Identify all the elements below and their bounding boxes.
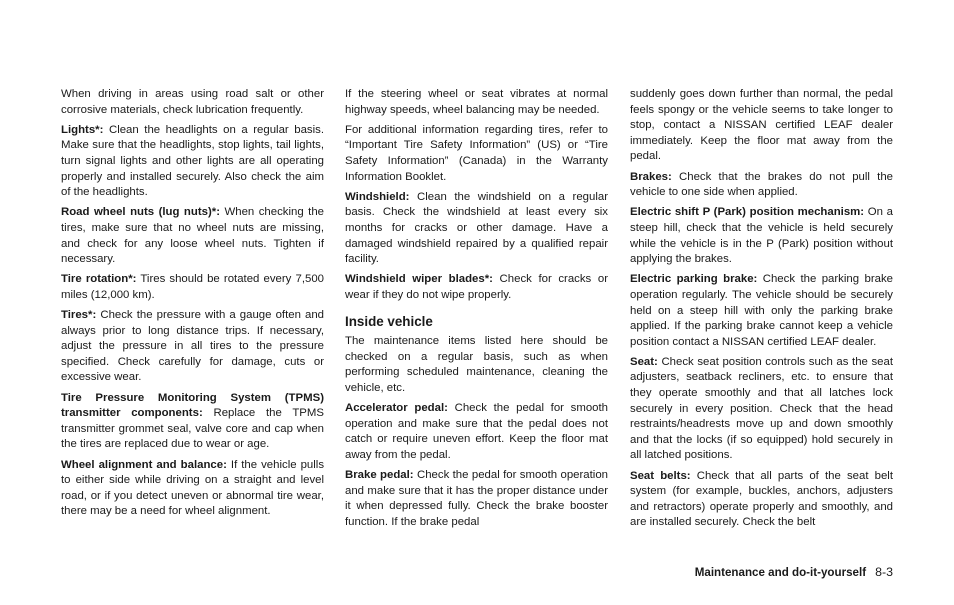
item-label-tpms: Tire Pressure Monitoring System (TPMS) transmitter components: (61, 391, 324, 420)
item-label-tire-rotation: Tire rotation*: (61, 273, 137, 286)
paragraph-windshield (345, 190, 608, 268)
paragraph-text: Check seat position controls such as the seat adjusters, seatback recliners, etc. to ensure that they operate smoothly and that all latches lock securely in every position. Check that the head restraints/headrests move up and down smoothly and that the locks (if so equipped) hold securely in all latched positions. (630, 355, 893, 462)
item-label-electric-parking-brake: Electric parking brake: (630, 273, 758, 286)
paragraph-tire-info-reference (345, 123, 608, 185)
item-label-electric-shift-park: Electric shift P (Park) position mechanism: (630, 206, 865, 219)
paragraph-text: If the steering wheel or seat vibrates at normal highway speeds, wheel balancing may be needed. (345, 88, 608, 116)
paragraph-lights (61, 123, 324, 201)
paragraph-text: Check the pedal for smooth operation and make sure that the pedal does not catch or require uneven effort. Keep the floor mat away from the pedal. (345, 401, 609, 461)
paragraph-text: When driving in areas using road salt or other corrosive materials, check lubrication frequently. (61, 88, 324, 116)
paragraph-salt-lubrication (61, 87, 324, 118)
paragraph-text: Clean the headlights on a regular basis. Make sure that the headlights, stop lights, tail lights, turn signal lights and other lights are all operating properly and installed securely. Also check the aim of the headlights. (61, 123, 325, 199)
column-middle (345, 87, 608, 535)
paragraph-text: Check the parking brake operation regularly. The vehicle should be securely held on a steep hill with only the parking brake applied. If the parking brake cannot keep a vehicle position contact a NISSAN certified LEAF dealer. (630, 273, 893, 348)
paragraph-text: If the vehicle pulls to either side while driving on a straight and level road, or if you detect uneven or abnormal tire wear, there may be a need for wheel alignment. (61, 458, 325, 518)
item-label-road-wheel-nuts: Road wheel nuts (lug nuts)*: (61, 206, 221, 219)
paragraph-text: For additional information regarding tires, refer to “Important Tire Safety Information” (US) or “Tire Safety Information” (Canada) in the Warranty Information Booklet. (345, 123, 608, 183)
item-label-accelerator-pedal: Accelerator pedal: (345, 401, 448, 414)
section-heading-inside-vehicle: Inside vehicle (345, 313, 433, 329)
item-label-brake-pedal: Brake pedal: (345, 468, 414, 481)
paragraph-brake-pedal (345, 468, 608, 530)
item-label-windshield: Windshield: (345, 190, 410, 203)
paragraph-text: On a steep hill, check that the vehicle is held securely while the vehicle is in the P (Park) position without applying the brakes. (630, 206, 893, 266)
paragraph-text: Check that the brakes do not pull the vehicle to one side when applied. (630, 170, 893, 199)
footer-section-title: Maintenance and do-it-yourself (694, 566, 867, 579)
paragraph-text: Check that all parts of the seat belt system (for example, buckles, anchors, adjusters and retractors) operate properly and smoothly, and are installed securely. Check the belt (630, 469, 894, 529)
paragraph-accelerator-pedal (345, 401, 608, 463)
item-label-brakes: Brakes: (630, 170, 672, 183)
item-label-lights: Lights*: (61, 123, 104, 136)
paragraph-text: The maintenance items listed here should be checked on a regular basis, such as when performing scheduled maintenance, cleaning the vehicle, etc. (345, 335, 608, 394)
paragraph-inside-intro (345, 334, 608, 396)
item-label-seat-belts: Seat belts: (630, 469, 691, 482)
paragraph-text: When checking the tires, make sure that no wheel nuts are missing, and check for any loose wheel nuts. Tighten if necessary. (61, 206, 324, 266)
paragraph-wheel-balancing (345, 87, 608, 118)
paragraph-brake-pedal-continued (630, 87, 893, 165)
paragraph-text: Check the pressure with a gauge often and always prior to long distance trips. If necessary, adjust the pressure in all tires to the pressure specified. Check carefully for damage, cuts or excessive wear. (61, 309, 324, 384)
paragraph-electric-shift-park (630, 205, 893, 267)
paragraph-tires (61, 308, 324, 386)
column-left (61, 87, 324, 525)
item-label-seat: Seat: (630, 355, 658, 368)
paragraph-road-wheel-nuts (61, 205, 324, 267)
item-label-wheel-alignment: Wheel alignment and balance: (61, 458, 227, 471)
paragraph-text: Tires should be rotated every 7,500 miles (12,000 km). (61, 273, 324, 301)
paragraph-wheel-alignment (61, 458, 324, 520)
paragraph-text: Check for cracks or wear if they do not wipe properly. (345, 273, 608, 301)
paragraph-text: Replace the TPMS transmitter grommet seal, valve core and cap when the tires are replaced due to wear or age. (61, 407, 324, 451)
paragraph-tpms (61, 391, 324, 453)
paragraph-electric-parking-brake (630, 272, 893, 350)
page-number: 8-3 (875, 565, 893, 579)
paragraph-text: Clean the windshield on a regular basis. Check the windshield at least every six months for cracks or other damage. Have a damaged windshield repaired by a qualified repair facility. (345, 190, 608, 266)
paragraph-wiper-blades (345, 272, 608, 303)
paragraph-text: suddenly goes down further than normal, the pedal feels spongy or the vehicle seems to take longer to stop, contact a NISSAN certified LEAF dealer immediately. Keep the floor mat away from the pedal. (630, 88, 893, 163)
paragraph-text: Check the pedal for smooth operation and make sure that it has the proper distance under it when depressed fully. Check the brake booster function. If the brake pedal (345, 468, 609, 528)
item-label-tires: Tires*: (61, 309, 97, 322)
paragraph-brakes (630, 170, 893, 201)
paragraph-seat (630, 355, 893, 464)
page-footer (695, 565, 893, 580)
column-right (630, 87, 893, 536)
paragraph-seat-belts (630, 469, 893, 531)
paragraph-tire-rotation (61, 272, 324, 303)
item-label-wiper-blades: Windshield wiper blades*: (345, 273, 493, 286)
